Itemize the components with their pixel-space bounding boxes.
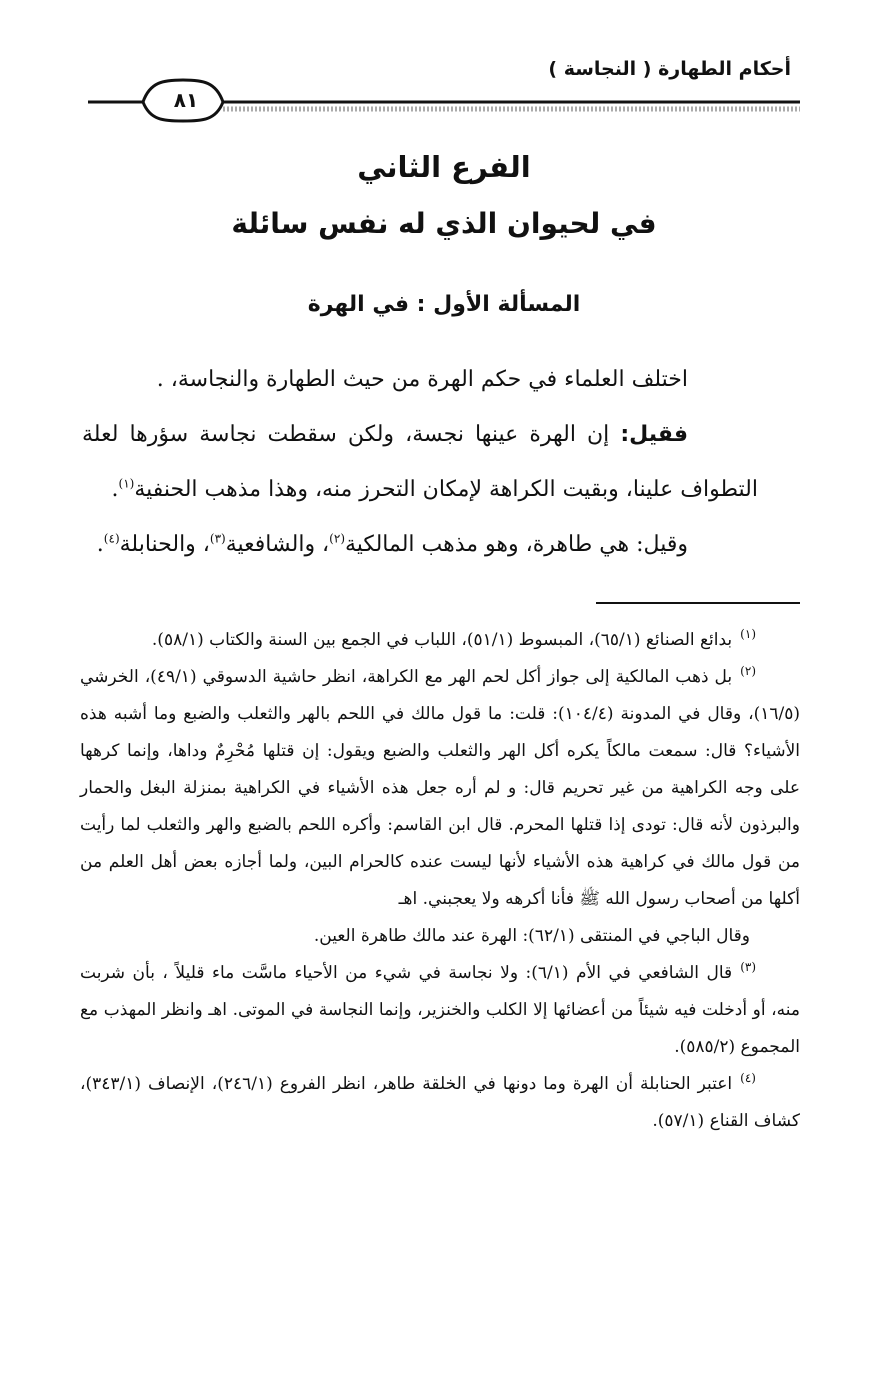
footnote-1-text: بدائع الصنائع (٦٥/١)، المبسوط (٥١/١)، اللباب في الجمع بين السنة والكتاب (٥٨/١).	[151, 630, 733, 650]
paragraph-2-end: .	[111, 477, 119, 502]
footnote-ref-2: (٢)	[329, 531, 345, 546]
footnote-2-text: بل ذهب المالكية إلى جواز أكل لحم الهر مع الكراهة، انظر حاشية الدسوقي (٤٩/١)، الخرشي (١٦/٥)، وقال في المدونة (١٠٤/٤): قلت: ما قول مالك في اللحم بالهر والثعلب والضبع وما أشبه هذه الأشياء؟ قال: سمعت مالكاً يكره أكل الهر والثعلب والضبع ويقول: إن قتلها مُحْرِمٌ وداها، وإنما كرهها على وجه الكراهية من غير تحريم قال: و لم أره جعل هذه الأشياء في الكراهية بمنزلة البغل والحمار والبرذون لأنه قال: تودى إذا قتلها المحرم. قال ابن القاسم: وأكره اللحم بالضبع والهر والثعلب لما رأيت من قول مالك في كراهية هذه الأشياء لأنها ليست عنده كالحرام البين، ولما أجازه بعض أهل العلم من أكلها من أصحاب رسول الله ﷺ فأنا أكرهه ولا يعجبني. اهـ	[80, 667, 800, 909]
footnote-separator	[596, 602, 800, 604]
paragraph-2-text: إن الهرة عينها نجسة، ولكن سقطت نجاسة سؤرها لعلة التطواف علينا، وبقيت الكراهة لإمكان التحرز منه، وهذا مذهب الحنفية	[82, 422, 758, 502]
body-text	[82, 352, 758, 572]
paragraph-3-part-c: ، والحنابلة	[119, 532, 210, 557]
footnote-1: (١)بدائع الصنائع (٦٥/١)، المبسوط (٥١/١)، اللباب في الجمع بين السنة والكتاب (٥٨/١).	[151, 627, 756, 650]
paragraph-3-part-a: وقيل: هي طاهرة، وهو مذهب المالكية	[345, 532, 688, 557]
footnote-3-text: قال الشافعي في الأم (٦/١): ولا نجاسة في شيء من الأحياء ماسَّت ماء قليلاً ، بأن شربت منه، أو أدخلت فيه شيئاً من أعضائها إلا الكلب والخنزير، وإنما النجاسة في الموتى. اهـ وانظر المهذب مع المجموع (٥٨٥/٢).	[80, 963, 800, 1057]
footnote-2: (٢)بل ذهب المالكية إلى جواز أكل لحم الهر مع الكراهة، انظر حاشية الدسوقي (٤٩/١)، الخرشي (١٦/٥)، وقال في المدونة (١٠٤/٤): قلت: ما قول مالك في اللحم بالهر والثعلب والضبع وما أشبه هذه الأشياء؟ قال: سمعت مالكاً يكره أكل الهر والثعلب والضبع ويقول: إن قتلها مُحْرِمٌ وداها، وإنما كرهها على وجه الكراهية من غير تحريم قال: و لم أره جعل هذه الأشياء في الكراهية بمنزلة البغل والحمار والبرذون لأنه قال: تودى إذا قتلها المحرم. قال ابن القاسم: وأكره اللحم بالضبع والهر والثعلب لما رأيت من قول مالك في كراهية هذه الأشياء لأنها ليست عنده كالحرام البين، ولما أجازه بعض أهل العلم من أكلها من أصحاب رسول الله ﷺ فأنا أكرهه ولا يعجبني. اهـ	[80, 664, 800, 909]
running-head-title: أحكام الطهارة ( النجاسة )	[548, 58, 791, 80]
chapter-subtitle: في لحيوان الذي له نفس سائلة	[231, 207, 657, 240]
page-number: ٨١	[173, 88, 199, 112]
footnote-2-extra: وقال الباجي في المنتقى (٦٢/١): الهرة عند مالك طاهرة العين.	[313, 926, 750, 946]
paragraph-1: اختلف العلماء في حكم الهرة من حيث الطهارة والنجاسة، .	[156, 367, 688, 392]
paragraph-2-lead: فقيل:	[620, 422, 688, 447]
footnote-4: (٤)اعتبر الحنابلة أن الهرة وما دونها في الخلقة طاهر، انظر الفروع (٢٤٦/١)، الإنصاف (٣٤٣/١)، كشاف القناع (٥٧/١).	[80, 1071, 800, 1131]
paragraph-3	[82, 517, 758, 572]
section-title: المسألة الأول : في الهرة	[307, 292, 581, 317]
paragraph-3-end: .	[96, 532, 104, 557]
footnote-ref-1: (١)	[118, 476, 135, 491]
paragraph-2	[82, 407, 758, 517]
footnote-3: (٣)قال الشافعي في الأم (٦/١): ولا نجاسة في شيء من الأحياء ماسَّت ماء قليلاً ، بأن شربت منه، أو أدخلت فيه شيئاً من أعضائها إلا الكلب والخنزير، وإنما النجاسة في الموتى. اهـ وانظر المهذب مع المجموع (٥٨٥/٢).	[80, 960, 800, 1057]
footnote-ref-4: (٤)	[103, 531, 120, 546]
footnote-4-text: اعتبر الحنابلة أن الهرة وما دونها في الخلقة طاهر، انظر الفروع (٢٤٦/١)، الإنصاف (٣٤٣/١)، كشاف القناع (٥٧/١).	[80, 1074, 800, 1131]
footnote-ref-3: (٣)	[209, 531, 226, 546]
chapter-title: الفرع الثاني	[357, 150, 531, 184]
paragraph-3-part-b: ، والشافعية	[225, 532, 330, 557]
footnotes	[80, 622, 800, 1140]
